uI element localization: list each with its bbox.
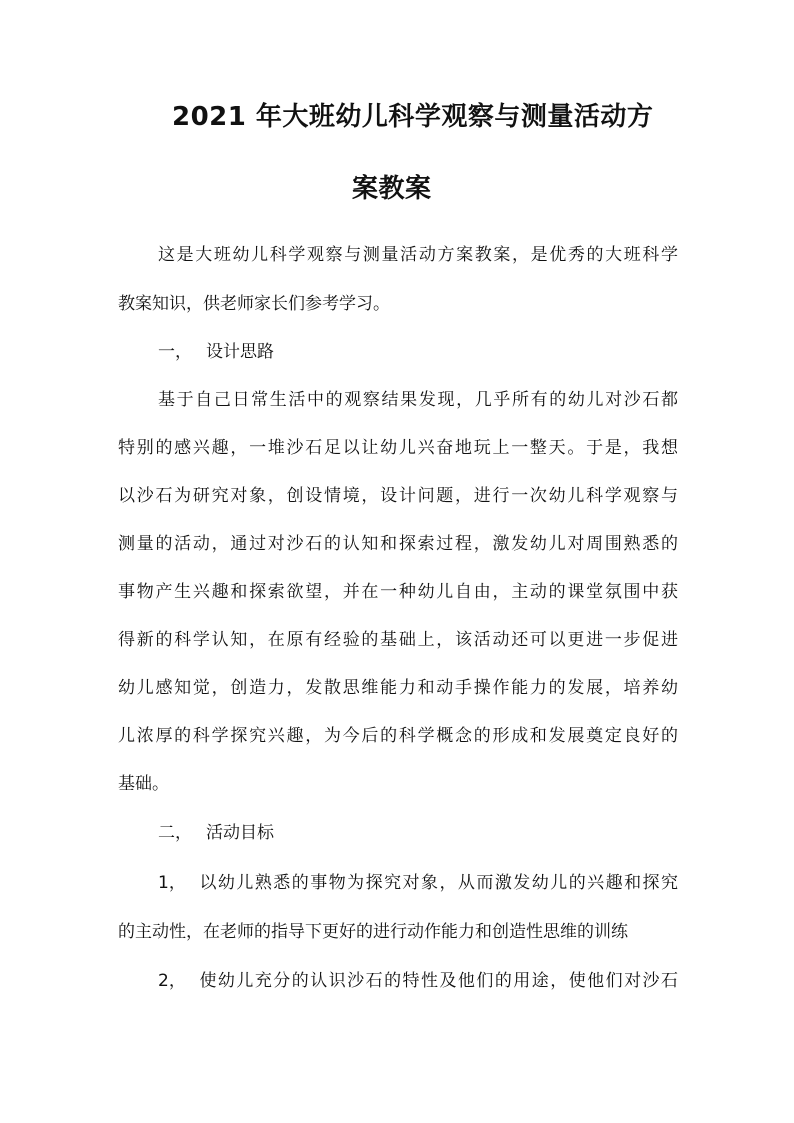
goal-item-1-text: 以幼儿熟悉的事物为探究对象，从而激发幼儿的兴趣和探究 xyxy=(198,873,678,893)
section-1-title: 设计思路 xyxy=(206,342,274,362)
section-1-line-1: 基于自己日常生活中的观察结果发现，几乎所有的幼儿对沙石都 xyxy=(158,390,678,410)
document-title-line-1: 2021 年大班幼儿科学观察与测量活动方 xyxy=(172,102,654,132)
section-1-line-9: 基础。 xyxy=(118,774,169,794)
section-1-line-7: 幼儿感知觉，创造力，发散思维能力和动手操作能力的发展，培养幼 xyxy=(118,678,678,698)
section-1-line-5: 事物产生兴趣和探索欲望，并在一种幼儿自由，主动的课堂氛围中获 xyxy=(118,582,678,602)
goal-item-2 xyxy=(158,969,678,993)
goal-item-2-number: 2， xyxy=(158,971,186,991)
section-1-line-3: 以沙石为研究对象，创设情境，设计问题，进行一次幼儿科学观察与 xyxy=(118,486,678,506)
section-1-line-4: 测量的活动，通过对沙石的认知和探索过程，激发幼儿对周围熟悉的 xyxy=(118,534,678,554)
section-1-number: 一， xyxy=(158,342,192,362)
section-2-number: 二， xyxy=(158,823,192,843)
section-2-title: 活动目标 xyxy=(206,823,274,843)
document-title-line-2: 案教案 xyxy=(352,174,432,204)
goal-item-2-text: 使幼儿充分的认识沙石的特性及他们的用途，使他们对沙石 xyxy=(198,971,678,991)
section-2-heading xyxy=(158,821,274,845)
section-1-line-6: 得新的科学认知，在原有经验的基础上，该活动还可以更进一步促进 xyxy=(118,630,678,650)
section-1-line-2: 特别的感兴趣，一堆沙石足以让幼儿兴奋地玩上一整天。于是，我想 xyxy=(118,438,678,458)
goal-item-1 xyxy=(158,871,678,895)
intro-line-2: 教案知识，供老师家长们参考学习。 xyxy=(118,294,390,314)
intro-line-1: 这是大班幼儿科学观察与测量活动方案教案，是优秀的大班科学 xyxy=(158,245,678,265)
goal-item-1-number: 1， xyxy=(158,873,186,893)
section-1-line-8: 儿浓厚的科学探究兴趣，为今后的科学概念的形成和发展奠定良好的 xyxy=(118,726,678,746)
goal-item-1-continuation: 的主动性，在老师的指导下更好的进行动作能力和创造性思维的训练 xyxy=(118,922,628,942)
section-1-heading xyxy=(158,340,274,364)
